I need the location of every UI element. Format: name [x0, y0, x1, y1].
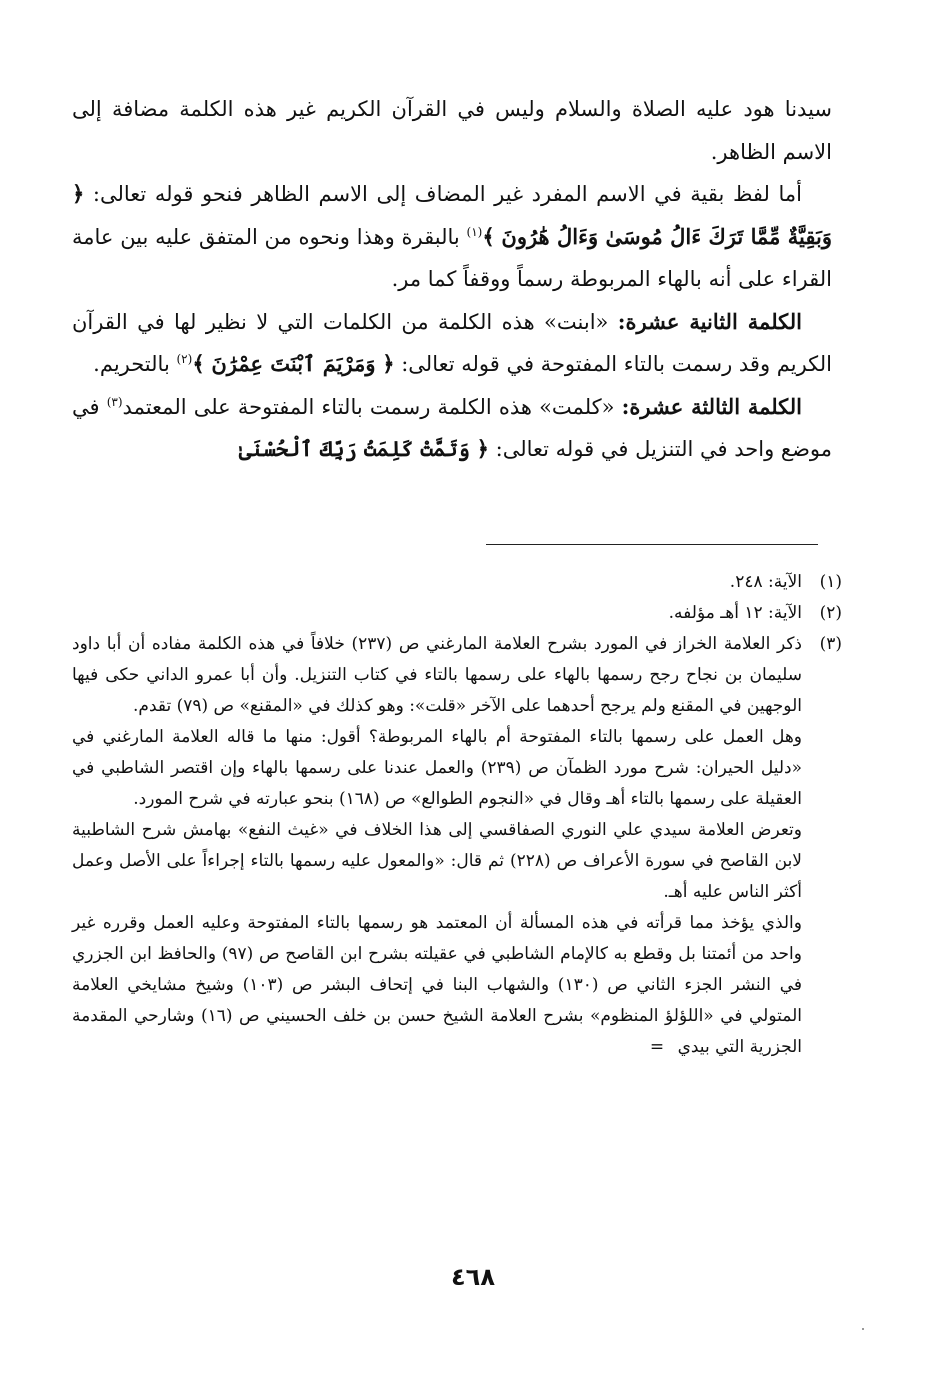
quran-open-brace: ﴿: [382, 351, 395, 376]
quran-verse: وَبَقِيَّةٌ مِّمَّا تَرَكَ ءَالُ مُوسَىٰ وَءَالُ هَٰرُونَ: [501, 223, 832, 249]
main-text: [72, 88, 832, 471]
quran-open-brace: ﴿: [476, 436, 489, 461]
paragraph-1: سيدنا هود عليه الصلاة والسلام وليس في القرآن الكريم غير هذه الكلمة مضافة إلى الاسم الظاهر.: [72, 97, 832, 164]
footnote-text: الآية: ٢٤٨.: [729, 572, 802, 592]
footnotes: [72, 567, 842, 1063]
footnote-3-continuation-2: وتعرض العلامة سيدي علي النوري الصفاقسي إلى هذا الخلاف في «غيث النفع» بهامش شرح الشاطبية لابن القاصح في سورة الأعراف ص (٢٢٨) ثم قال: «والمعول عليه رسمها بالتاء إجراءاً على الأصل وعمل أكثر الناس عليه أهـ.: [72, 820, 802, 902]
footnote-3-continuation-3: [72, 908, 842, 1063]
page-number: ٤٦٨: [451, 1263, 495, 1291]
footnote-separator: [486, 544, 818, 545]
quran-verse: وَمَرْيَمَ ٱبْنَتَ عِمْرَٰنَ: [211, 351, 376, 376]
quran-verse: وَتَمَّتْ كَلِمَتُ رَبِّكَ ٱلْحُسْنَىٰ: [238, 436, 470, 461]
footnote-number: (١): [819, 572, 842, 592]
footnote-1: [72, 567, 842, 598]
quran-close-brace: ﴾: [482, 223, 495, 249]
footnote-ref-3: (٣): [106, 394, 123, 409]
quran-close-brace: ﴾: [192, 351, 205, 376]
paragraph-4-text-b: في موضع واحد في التنزيل في قوله تعالى:: [72, 394, 832, 461]
paragraph-3-text-a: «ابنت» هذه الكلمة من الكلمات التي لا نظير لها في القرآن الكريم وقد رسمت بالتاء المفتوحة في قوله تعالى:: [72, 309, 832, 376]
footnote-text: ذكر العلامة الخراز في المورد بشرح العلامة المارغني ص (٢٣٧) خلافاً في هذه الكلمة مفاده أن أبا داود سليمان بن نجاح رجح رسمها بالهاء على رسمها بالتاء في كتاب التنزيل. وأن أبا عمرو الداني حكى فيها الوجهين في المقنع ولم يرجح أحدهما على الآخر «قلت»: وهو كذلك في «المقنع» ص (٧٩) تقدم.: [72, 634, 802, 716]
section-heading-13: الكلمة الثالثة عشرة:: [621, 393, 803, 419]
quran-open-brace: ﴿: [72, 181, 85, 206]
footnote-3: [72, 629, 842, 722]
paragraph-4: [72, 386, 832, 471]
footnote-ref-1: (١): [466, 224, 483, 239]
footnote-3-continuation-1: وهل العمل على رسمها بالتاء المفتوحة أم بالهاء المربوطة؟ أقول: منها ما قاله العلامة المارغني في «دليل الحيران: شرح مورد الظمآن ص (٢٣٩) والعمل عندنا على رسمها بالهاء وإن اقتصر الشاطبي في العقيلة على رسمها بالتاء أهـ وقال في «النجوم الطوالع» ص (١٦٨) بنحو عبارته في شرح المورد.: [72, 727, 802, 809]
continued-mark: =: [649, 1037, 665, 1057]
paragraph-3: [72, 301, 832, 386]
section-heading-12: الكلمة الثانية عشرة:: [617, 308, 802, 334]
paragraph-3-text-b: بالتحريم.: [93, 352, 170, 376]
footnote-number: (٣): [819, 634, 842, 654]
footnote-2: [72, 598, 842, 629]
footnote-ref-2: (٢): [176, 352, 193, 366]
scan-speck: [862, 1328, 864, 1330]
footnote-3-continuation-3-text: والذي يؤخذ مما قرأته في هذه المسألة أن المعتمد هو رسمها بالتاء المفتوحة وعليه العمل وقرره غير واحد من أئمتنا بل وقطع به كالإمام الشاطبي في عقيلته بشرح ابن القاصح ص (٩٧) والحافظ ابن الجزري في النشر الجزء الثاني ص (١٣٠) والشهاب البنا في إتحاف البشر ص (١٠٣) وشيخ مشايخي العلامة المتولي في «اللؤلؤ المنظوم» بشرح العلامة الشيخ حسن بن خلف الحسيني ص (١٦) وشارحي المقدمة الجزرية التي بيدي: [72, 913, 802, 1057]
footnote-number: (٢): [819, 603, 842, 623]
paragraph-2-text-a: أما لفظ بقية في الاسم المفرد غير المضاف إلى الاسم الظاهر فنحو قوله تعالى:: [92, 182, 802, 206]
footnote-text: الآية: ١٢ أهـ مؤلفه.: [668, 603, 802, 623]
paragraph-4-text-a: «كلمت» هذه الكلمة رسمت بالتاء المفتوحة على المعتمد: [122, 394, 615, 419]
paragraph-2-text-b: بالبقرة وهذا ونحوه من المتفق عليه بين عامة القراء على أنه بالهاء المربوطة رسماً ووقفاً كما مر.: [72, 224, 832, 291]
paragraph-2: [72, 173, 832, 301]
